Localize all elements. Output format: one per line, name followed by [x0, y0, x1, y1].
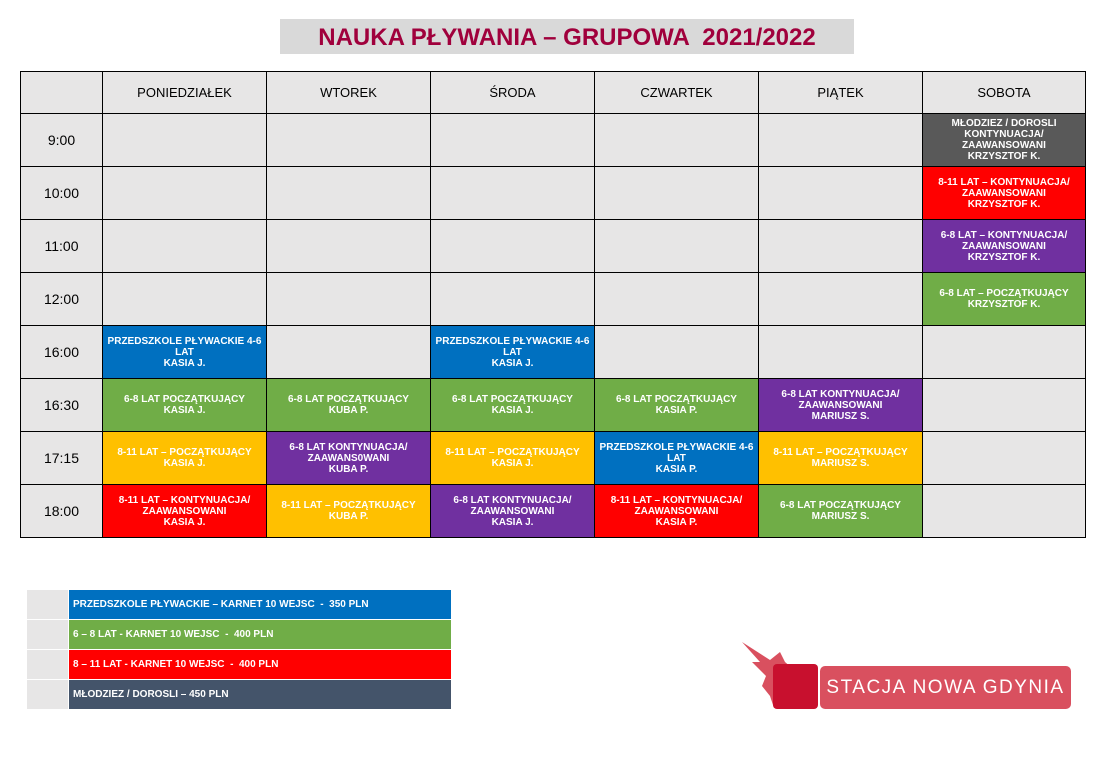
empty-cell: [103, 114, 267, 167]
corner-cell: [21, 72, 103, 114]
legend-swatch: [27, 590, 69, 620]
legend-item: [27, 650, 451, 680]
time-label: 17:15: [21, 432, 103, 485]
schedule-row: [21, 326, 1086, 379]
time-label: 18:00: [21, 485, 103, 538]
empty-cell: [923, 326, 1086, 379]
empty-cell: [759, 326, 923, 379]
legend-item: [27, 620, 451, 650]
empty-cell: [759, 220, 923, 273]
stacja-nowa-gdynia-logo: [740, 640, 1075, 715]
empty-cell: [103, 273, 267, 326]
empty-cell: [595, 326, 759, 379]
empty-cell: [103, 220, 267, 273]
class-cell: 6-8 LAT – POCZĄTKUJĄCY KRZYSZTOF K.: [923, 273, 1086, 326]
empty-cell: [431, 167, 595, 220]
class-cell: 8-11 LAT – POCZĄTKUJĄCY KASIA J.: [103, 432, 267, 485]
legend-swatch: [27, 680, 69, 710]
class-cell: 6-8 LAT KONTYNUACJA/ ZAAWANS0WANI KUBA P.: [267, 432, 431, 485]
class-cell: 6-8 LAT POCZĄTKUJĄCY KASIA J.: [103, 379, 267, 432]
schedule-row: [21, 114, 1086, 167]
legend-item: [27, 680, 451, 710]
page-title: NAUKA PŁYWANIA – GRUPOWA 2021/2022: [280, 19, 854, 54]
time-label: 9:00: [21, 114, 103, 167]
empty-cell: [267, 114, 431, 167]
schedule-row: [21, 220, 1086, 273]
class-cell: 8-11 LAT – POCZĄTKUJĄCY MARIUSZ S.: [759, 432, 923, 485]
class-cell: 8-11 LAT – KONTYNUACJA/ ZAAWANSOWANI KRZYSZTOF K.: [923, 167, 1086, 220]
time-label: 16:30: [21, 379, 103, 432]
legend-item: [27, 590, 451, 620]
empty-cell: [923, 432, 1086, 485]
class-cell: 8-11 LAT – KONTYNUACJA/ ZAAWANSOWANI KASIA J.: [103, 485, 267, 538]
schedule-row: [21, 167, 1086, 220]
empty-cell: [267, 273, 431, 326]
class-cell: 6-8 LAT KONTYNUACJA/ ZAAWANSOWANI KASIA J.: [431, 485, 595, 538]
legend-swatch: [27, 620, 69, 650]
legend-label: 6 – 8 LAT - KARNET 10 WEJSC - 400 PLN: [69, 620, 452, 650]
time-label: 11:00: [21, 220, 103, 273]
empty-cell: [595, 114, 759, 167]
day-header: PIĄTEK: [759, 72, 923, 114]
empty-cell: [595, 167, 759, 220]
empty-cell: [923, 379, 1086, 432]
empty-cell: [759, 273, 923, 326]
day-header: CZWARTEK: [595, 72, 759, 114]
class-cell: 8-11 LAT – POCZĄTKUJĄCY KASIA J.: [431, 432, 595, 485]
legend-label: 8 – 11 LAT - KARNET 10 WEJSC - 400 PLN: [69, 650, 452, 680]
empty-cell: [103, 167, 267, 220]
logo-square: [773, 664, 818, 709]
time-label: 16:00: [21, 326, 103, 379]
empty-cell: [923, 485, 1086, 538]
empty-cell: [759, 167, 923, 220]
schedule-row: [21, 379, 1086, 432]
empty-cell: [595, 273, 759, 326]
schedule-row: [21, 485, 1086, 538]
legend-label: PRZEDSZKOLE PŁYWACKIE – KARNET 10 WEJSC - 350 PLN: [69, 590, 452, 620]
empty-cell: [431, 114, 595, 167]
empty-cell: [431, 273, 595, 326]
schedule-row: [21, 432, 1086, 485]
day-header: WTOREK: [267, 72, 431, 114]
class-cell: PRZEDSZKOLE PŁYWACKIE 4-6 LAT KASIA J.: [431, 326, 595, 379]
class-cell: PRZEDSZKOLE PŁYWACKIE 4-6 LAT KASIA P.: [595, 432, 759, 485]
time-label: 12:00: [21, 273, 103, 326]
day-header: SOBOTA: [923, 72, 1086, 114]
legend-swatch: [27, 650, 69, 680]
class-cell: 6-8 LAT – KONTYNUACJA/ ZAAWANSOWANI KRZYSZTOF K.: [923, 220, 1086, 273]
legend-label: MŁODZIEZ / DOROSLI – 450 PLN: [69, 680, 452, 710]
day-header: ŚRODA: [431, 72, 595, 114]
price-legend: [27, 590, 451, 710]
class-cell: 6-8 LAT POCZĄTKUJĄCY KUBA P.: [267, 379, 431, 432]
class-cell: MŁODZIEZ / DOROSLI KONTYNUACJA/ ZAAWANSOWANI KRZYSZTOF K.: [923, 114, 1086, 167]
logo-text: STACJA NOWA GDYNIA: [820, 666, 1071, 709]
schedule-table: [20, 71, 1086, 538]
empty-cell: [267, 326, 431, 379]
empty-cell: [431, 220, 595, 273]
day-header: PONIEDZIAŁEK: [103, 72, 267, 114]
empty-cell: [759, 114, 923, 167]
class-cell: 6-8 LAT POCZĄTKUJĄCY KASIA P.: [595, 379, 759, 432]
empty-cell: [267, 167, 431, 220]
class-cell: PRZEDSZKOLE PŁYWACKIE 4-6 LAT KASIA J.: [103, 326, 267, 379]
class-cell: 6-8 LAT KONTYNUACJA/ ZAAWANSOWANI MARIUSZ S.: [759, 379, 923, 432]
empty-cell: [267, 220, 431, 273]
class-cell: 8-11 LAT – POCZĄTKUJĄCY KUBA P.: [267, 485, 431, 538]
class-cell: 8-11 LAT – KONTYNUACJA/ ZAAWANSOWANI KASIA P.: [595, 485, 759, 538]
schedule-row: [21, 273, 1086, 326]
time-label: 10:00: [21, 167, 103, 220]
class-cell: 6-8 LAT POCZĄTKUJĄCY MARIUSZ S.: [759, 485, 923, 538]
class-cell: 6-8 LAT POCZĄTKUJĄCY KASIA J.: [431, 379, 595, 432]
empty-cell: [595, 220, 759, 273]
